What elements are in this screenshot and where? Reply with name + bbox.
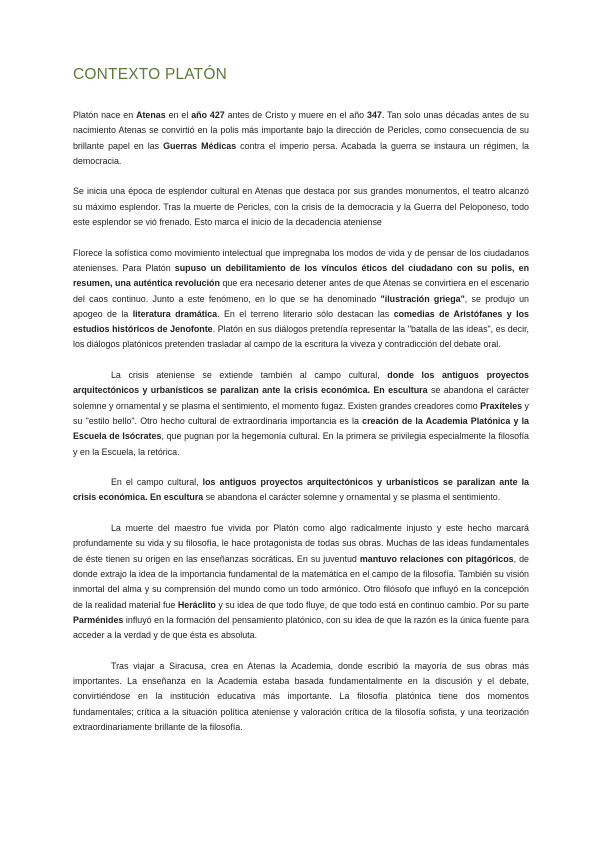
bold-text-run: Parménides [73,614,124,625]
text-run: . Tan solo unas décadas antes de su nacimiento Atenas se convirtió en la polis más importante bajo la dirección de Pericles, como consecuencia de su brillante papel en las [73,110,529,151]
bold-text-run: Guerras Médicas [163,140,237,151]
bold-text-run: Praxíteles [480,400,523,411]
bold-text-run: año 427 [191,110,225,120]
page-title: CONTEXTO PLATÓN [73,66,228,83]
text-run: se abandona el carácter solemne y ornamental y se plasma el sentimiento. [203,492,501,503]
bold-text-run: mantuvo relaciones con pitagóricos [359,553,514,564]
bold-text-run: Atenas [136,110,166,120]
text-run: , de donde extrajo la idea de la importancia fundamental de la matemática en el campo de la filosofía. También su visión inmortal del alma y su comprensión del mundo como un todo armónico. Otro filósofo que influyó en la concepción de la realidad material fue [73,553,529,610]
bold-text-run: literatura dramática [132,308,218,319]
bold-text-run: 347 [367,110,382,120]
text-run: contra el imperio persa. Acabada la guerra se instaura un régimen, la democracia. [73,140,529,166]
text-run: En el campo cultural, [111,477,203,488]
text-run: Florece la sofística como movimiento intelectual que impregnaba los modos de vida y de pensar de los ciudadanos atenienses. Para Platón [73,247,529,273]
paragraph [73,475,529,506]
text-run: antes de Cristo y muere en el año [224,110,368,120]
bold-text-run: supuso un debilitamiento de los vínculos éticos del ciudadano con su polis, en resumen, una auténtica revolución [73,262,529,289]
paragraph [73,368,529,460]
text-run: se abandona el carácter solemne y ornamental y se plasma el sentimiento, el momento fugaz. Existen grandes creadores como [73,385,529,411]
text-run: y su idea de que todo fluye, de que todo está en continuo cambio. Por su parte [215,599,529,610]
text-run: , se produjo un apogeo de la [73,293,529,319]
text-run: . Platón en sus diálogos pretendía representar la "batalla de las ideas", es decir, los diálogos platónicos pretenden trasladar al campo de la escritura la viveza y contradicción del debate oral. [73,324,530,350]
text-run: La muerte del maestro fue vivida por Platón como algo radicalmente injusto y este hecho marcará profundamente su vida y su filosofía, le hace protagonista de todas sus obras. Muchas de las ideas fundamentales de éste tienen su origen en las enseñanzas socráticas. En su juventud [73,523,529,564]
bold-text-run: comedias de Aristófanes y los estudios históricos de Jenofonte [73,308,529,335]
bold-text-run: Heráclito [177,599,216,610]
text-run: y su "estilo bello". Otro hecho cultural de extraordinaria importancia es la [73,400,529,426]
text-run: influyó en la formación del pensamiento platónico, con su idea de que la razón es la única fuente para acceder a la verdad y de que ésta es absoluta. [73,614,529,641]
text-run: Platón nace en [73,110,137,120]
paragraph [73,184,529,230]
text-run: , que pugnan por la hegemonía cultural. En la primera se privilegia especialmente la filosofía y en la Escuela, la retórica. [73,431,529,457]
text-run: que era necesario detener antes de que Atenas se convirtiera en el escenario del caos continuo. Junto a este fenómeno, en lo que se ha denominado [73,278,530,304]
bold-text-run: creación de la Academia Platónica y la Escuela de Isócrates [73,415,529,442]
bold-text-run: los antiguos proyectos arquitectónicos y urbanísticos se paralizan ante la crisis económica. En escultura [73,477,529,503]
text-run: en el [165,110,192,120]
text-run: Se inicia una época de esplendor cultural en Atenas que destaca por sus grandes monumentos, el teatro alcanzó su máximo esplendor. Tras la muerte de Pericles, con la crisis de la democracia y la Guerra del Peloponeso, todo este esplendor se vió frenado. Esto marca el inicio de la decadencia ateniense [73,186,529,228]
bold-text-run: donde los antiguos proyectos arquitectónicos y urbanísticos se paralizan ante la crisis económica. En escultura [73,370,529,396]
paragraph [73,108,529,169]
paragraph [73,246,529,353]
paragraph [73,521,529,643]
text-run: Tras viajar a Siracusa, crea en Atenas la Academia, donde escribió la mayoría de sus obras más importantes. La enseñanza en la Academia estaba basada fundamentalmente en la discusión y el debate, convirtiéndose en la institución educativa más importante. La filosofía platónica tiene dos momentos fundamentales; crítica a la situación política ateniense y valoración crítica de la filosofía sofista, y una teorización extraordinariamente brillante de la filosofía. [73,660,529,732]
text-run: La crisis ateniense se extiende también al campo cultural, [111,370,388,381]
document-body [73,108,529,750]
paragraph [73,659,529,735]
text-run: . En el terreno literario sólo destacan las [217,308,394,319]
bold-text-run: "ilustración griega" [380,293,465,304]
